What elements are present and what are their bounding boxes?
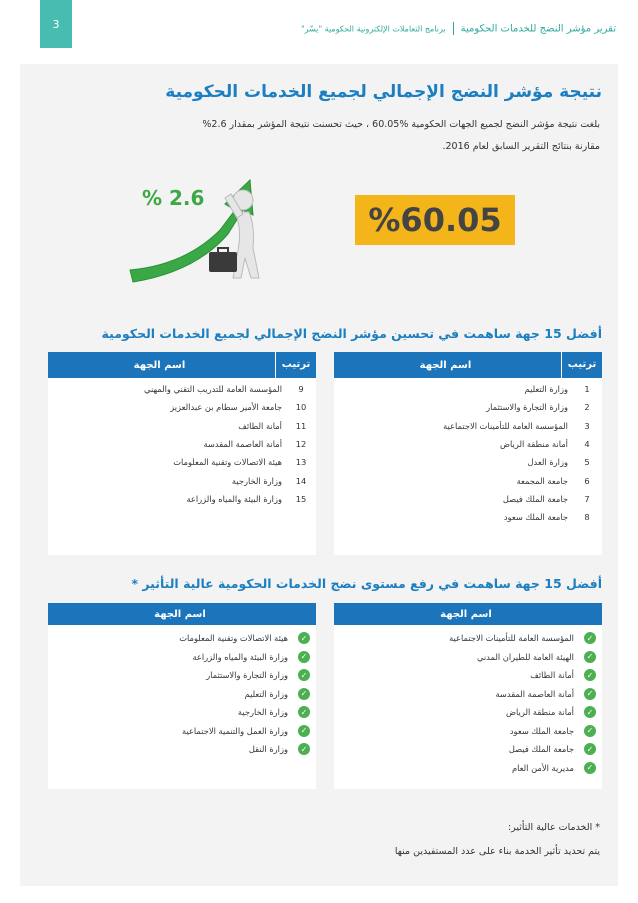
rank-cell: 5 <box>584 457 590 468</box>
list-item <box>48 722 316 741</box>
table-row <box>334 490 602 508</box>
overall-score-box <box>355 195 515 245</box>
rank-cell: 14 <box>295 475 307 486</box>
list-item <box>334 629 602 648</box>
check-icon: ✓ <box>584 725 596 737</box>
table-row <box>48 398 316 416</box>
name-cell: هيئة الاتصالات وتقنية المعلومات <box>173 457 282 468</box>
table-header <box>334 352 602 378</box>
name-cell: جامعة الأمير سطام بن عبدالعزيز <box>170 402 282 413</box>
page-header <box>0 0 638 58</box>
check-icon: ✓ <box>298 725 310 737</box>
top15-title: أفضل 15 جهة ساهمت في تحسين مؤشر النضج الإجمالي لجميع الخدمات الحكومية <box>101 326 602 341</box>
rank-cell: 1 <box>584 384 590 395</box>
name-cell: جامعة المجمعة <box>516 475 568 486</box>
top15-table-right <box>334 352 602 555</box>
list-item <box>334 740 602 759</box>
list-item <box>48 740 316 759</box>
rank-cell: 12 <box>295 439 307 450</box>
list-item <box>48 685 316 704</box>
rank-cell: 13 <box>295 457 307 468</box>
check-icon: ✓ <box>298 669 310 681</box>
table-header <box>48 603 316 625</box>
name-cell: أمانة العاصمة المقدسة <box>203 439 282 450</box>
table-header <box>48 352 316 378</box>
table-body <box>48 378 316 555</box>
check-icon: ✓ <box>298 632 310 644</box>
list-item <box>334 648 602 667</box>
impact-table-right <box>334 603 602 789</box>
table-body <box>334 625 602 789</box>
rank-cell: 3 <box>584 420 590 431</box>
check-icon: ✓ <box>584 688 596 700</box>
list-item <box>334 666 602 685</box>
name-cell: وزارة البيئة والمياه والزراعة <box>186 493 282 504</box>
name-header: اسم الجهة <box>133 359 186 371</box>
entity-name: وزارة التجارة والاستثمار <box>206 670 288 681</box>
growth-arrow-illustration <box>125 160 285 285</box>
name-header: اسم الجهة <box>419 359 472 371</box>
rank-header: ترتيب <box>561 352 602 378</box>
rank-cell: 15 <box>295 493 307 504</box>
rank-header: ترتيب <box>275 352 316 378</box>
main-title: نتيجة مؤشر النضج الإجمالي لجميع الخدمات الحكومية <box>165 82 602 102</box>
rank-cell: 9 <box>298 384 304 395</box>
entity-name: أمانة العاصمة المقدسة <box>495 688 574 699</box>
name-cell: وزارة التعليم <box>524 384 568 395</box>
table-row <box>48 490 316 508</box>
impact15-title: أفضل 15 جهة ساهمت في رفع مستوى نضج الخدمات الحكومية عالية التأثير * <box>131 576 602 591</box>
rank-cell: 6 <box>584 475 590 486</box>
table-row <box>48 471 316 489</box>
check-icon: ✓ <box>298 743 310 755</box>
rank-cell: 11 <box>295 420 307 431</box>
list-item <box>334 759 602 778</box>
rank-cell: 7 <box>584 493 590 504</box>
check-icon: ✓ <box>584 669 596 681</box>
name-cell: المؤسسة العامة للتأمينات الاجتماعية <box>443 420 568 431</box>
table-row <box>48 380 316 398</box>
report-title: تقرير مؤشر النضج للخدمات الحكومية <box>460 23 616 35</box>
footnote-title: * الخدمات عالية التأثير: <box>507 822 600 833</box>
name-cell: وزارة التجارة والاستثمار <box>486 402 568 413</box>
list-item <box>334 722 602 741</box>
table-body <box>334 378 602 555</box>
name-cell: أمانة الطائف <box>238 420 282 431</box>
list-item <box>48 629 316 648</box>
check-icon: ✓ <box>298 706 310 718</box>
header-text <box>301 22 616 35</box>
program-name: برنامج التعاملات الإلكترونية الحكومية "يسّر" <box>300 24 446 34</box>
rank-cell: 4 <box>584 439 590 450</box>
name-header: اسم الجهة <box>440 608 492 620</box>
table-row <box>334 471 602 489</box>
footnote-text: يتم تحديد تأثير الخدمة بناء على عدد المستفيدين منها <box>394 846 600 857</box>
table-row <box>334 398 602 416</box>
entity-name: وزارة العمل والتنمية الاجتماعية <box>182 725 288 736</box>
entity-name: وزارة التعليم <box>244 688 288 699</box>
entity-name: وزارة الخارجية <box>237 707 288 718</box>
check-icon: ✓ <box>584 743 596 755</box>
list-item <box>334 703 602 722</box>
page-number-tab <box>40 0 72 48</box>
entity-name: وزارة البيئة والمياه والزراعة <box>192 651 288 662</box>
intro-line-2: مقارنة بنتائج التقرير السابق لعام 2016. <box>442 141 600 152</box>
name-cell: وزارة الخارجية <box>231 475 282 486</box>
check-icon: ✓ <box>584 651 596 663</box>
check-icon: ✓ <box>584 706 596 718</box>
entity-name: وزارة النقل <box>248 744 288 755</box>
entity-name: الهيئة العامة للطيران المدني <box>476 651 574 662</box>
improvement-label: % 2.6 <box>142 186 205 210</box>
table-row <box>48 417 316 435</box>
intro-paragraph <box>80 114 600 158</box>
entity-name: مديرية الأمن العام <box>511 762 574 773</box>
name-cell: جامعة الملك فيصل <box>502 493 568 504</box>
intro-line-1: بلغت نتيجة مؤشر النضج لجميع الجهات الحكومية %60.05 ، حيث تحسنت نتيجة المؤشر بمقدار 2.6% <box>202 119 600 130</box>
name-cell: أمانة منطقة الرياض <box>500 439 568 450</box>
name-cell: المؤسسة العامة للتدريب التقني والمهني <box>144 384 282 395</box>
impact-table-left <box>48 603 316 789</box>
entity-name: هيئة الاتصالات وتقنية المعلومات <box>179 633 288 644</box>
entity-name: جامعة الملك سعود <box>509 725 574 736</box>
table-header <box>334 603 602 625</box>
entity-name: جامعة الملك فيصل <box>508 744 574 755</box>
rank-cell: 2 <box>584 402 590 413</box>
list-item <box>334 685 602 704</box>
name-cell: وزارة العدل <box>527 457 568 468</box>
top15-table-left <box>48 352 316 555</box>
rank-cell: 10 <box>295 402 307 413</box>
table-row <box>48 453 316 471</box>
check-icon: ✓ <box>298 651 310 663</box>
name-cell: جامعة الملك سعود <box>503 512 568 523</box>
check-icon: ✓ <box>584 762 596 774</box>
table-body <box>48 625 316 789</box>
table-row <box>334 380 602 398</box>
table-row <box>334 417 602 435</box>
entity-name: المؤسسة العامة للتأمينات الاجتماعية <box>449 633 574 644</box>
header-divider <box>453 22 454 35</box>
entity-name: أمانة منطقة الرياض <box>506 707 574 718</box>
name-header: اسم الجهة <box>154 608 206 620</box>
overall-score: %60.05 <box>368 201 502 239</box>
page-number: 3 <box>52 17 60 31</box>
list-item <box>48 666 316 685</box>
check-icon: ✓ <box>298 688 310 700</box>
table-row <box>334 508 602 526</box>
list-item <box>48 703 316 722</box>
table-row <box>334 435 602 453</box>
table-row <box>334 453 602 471</box>
table-row <box>48 435 316 453</box>
list-item <box>48 648 316 667</box>
check-icon: ✓ <box>584 632 596 644</box>
rank-cell: 8 <box>584 512 590 523</box>
entity-name: أمانة الطائف <box>530 670 574 681</box>
